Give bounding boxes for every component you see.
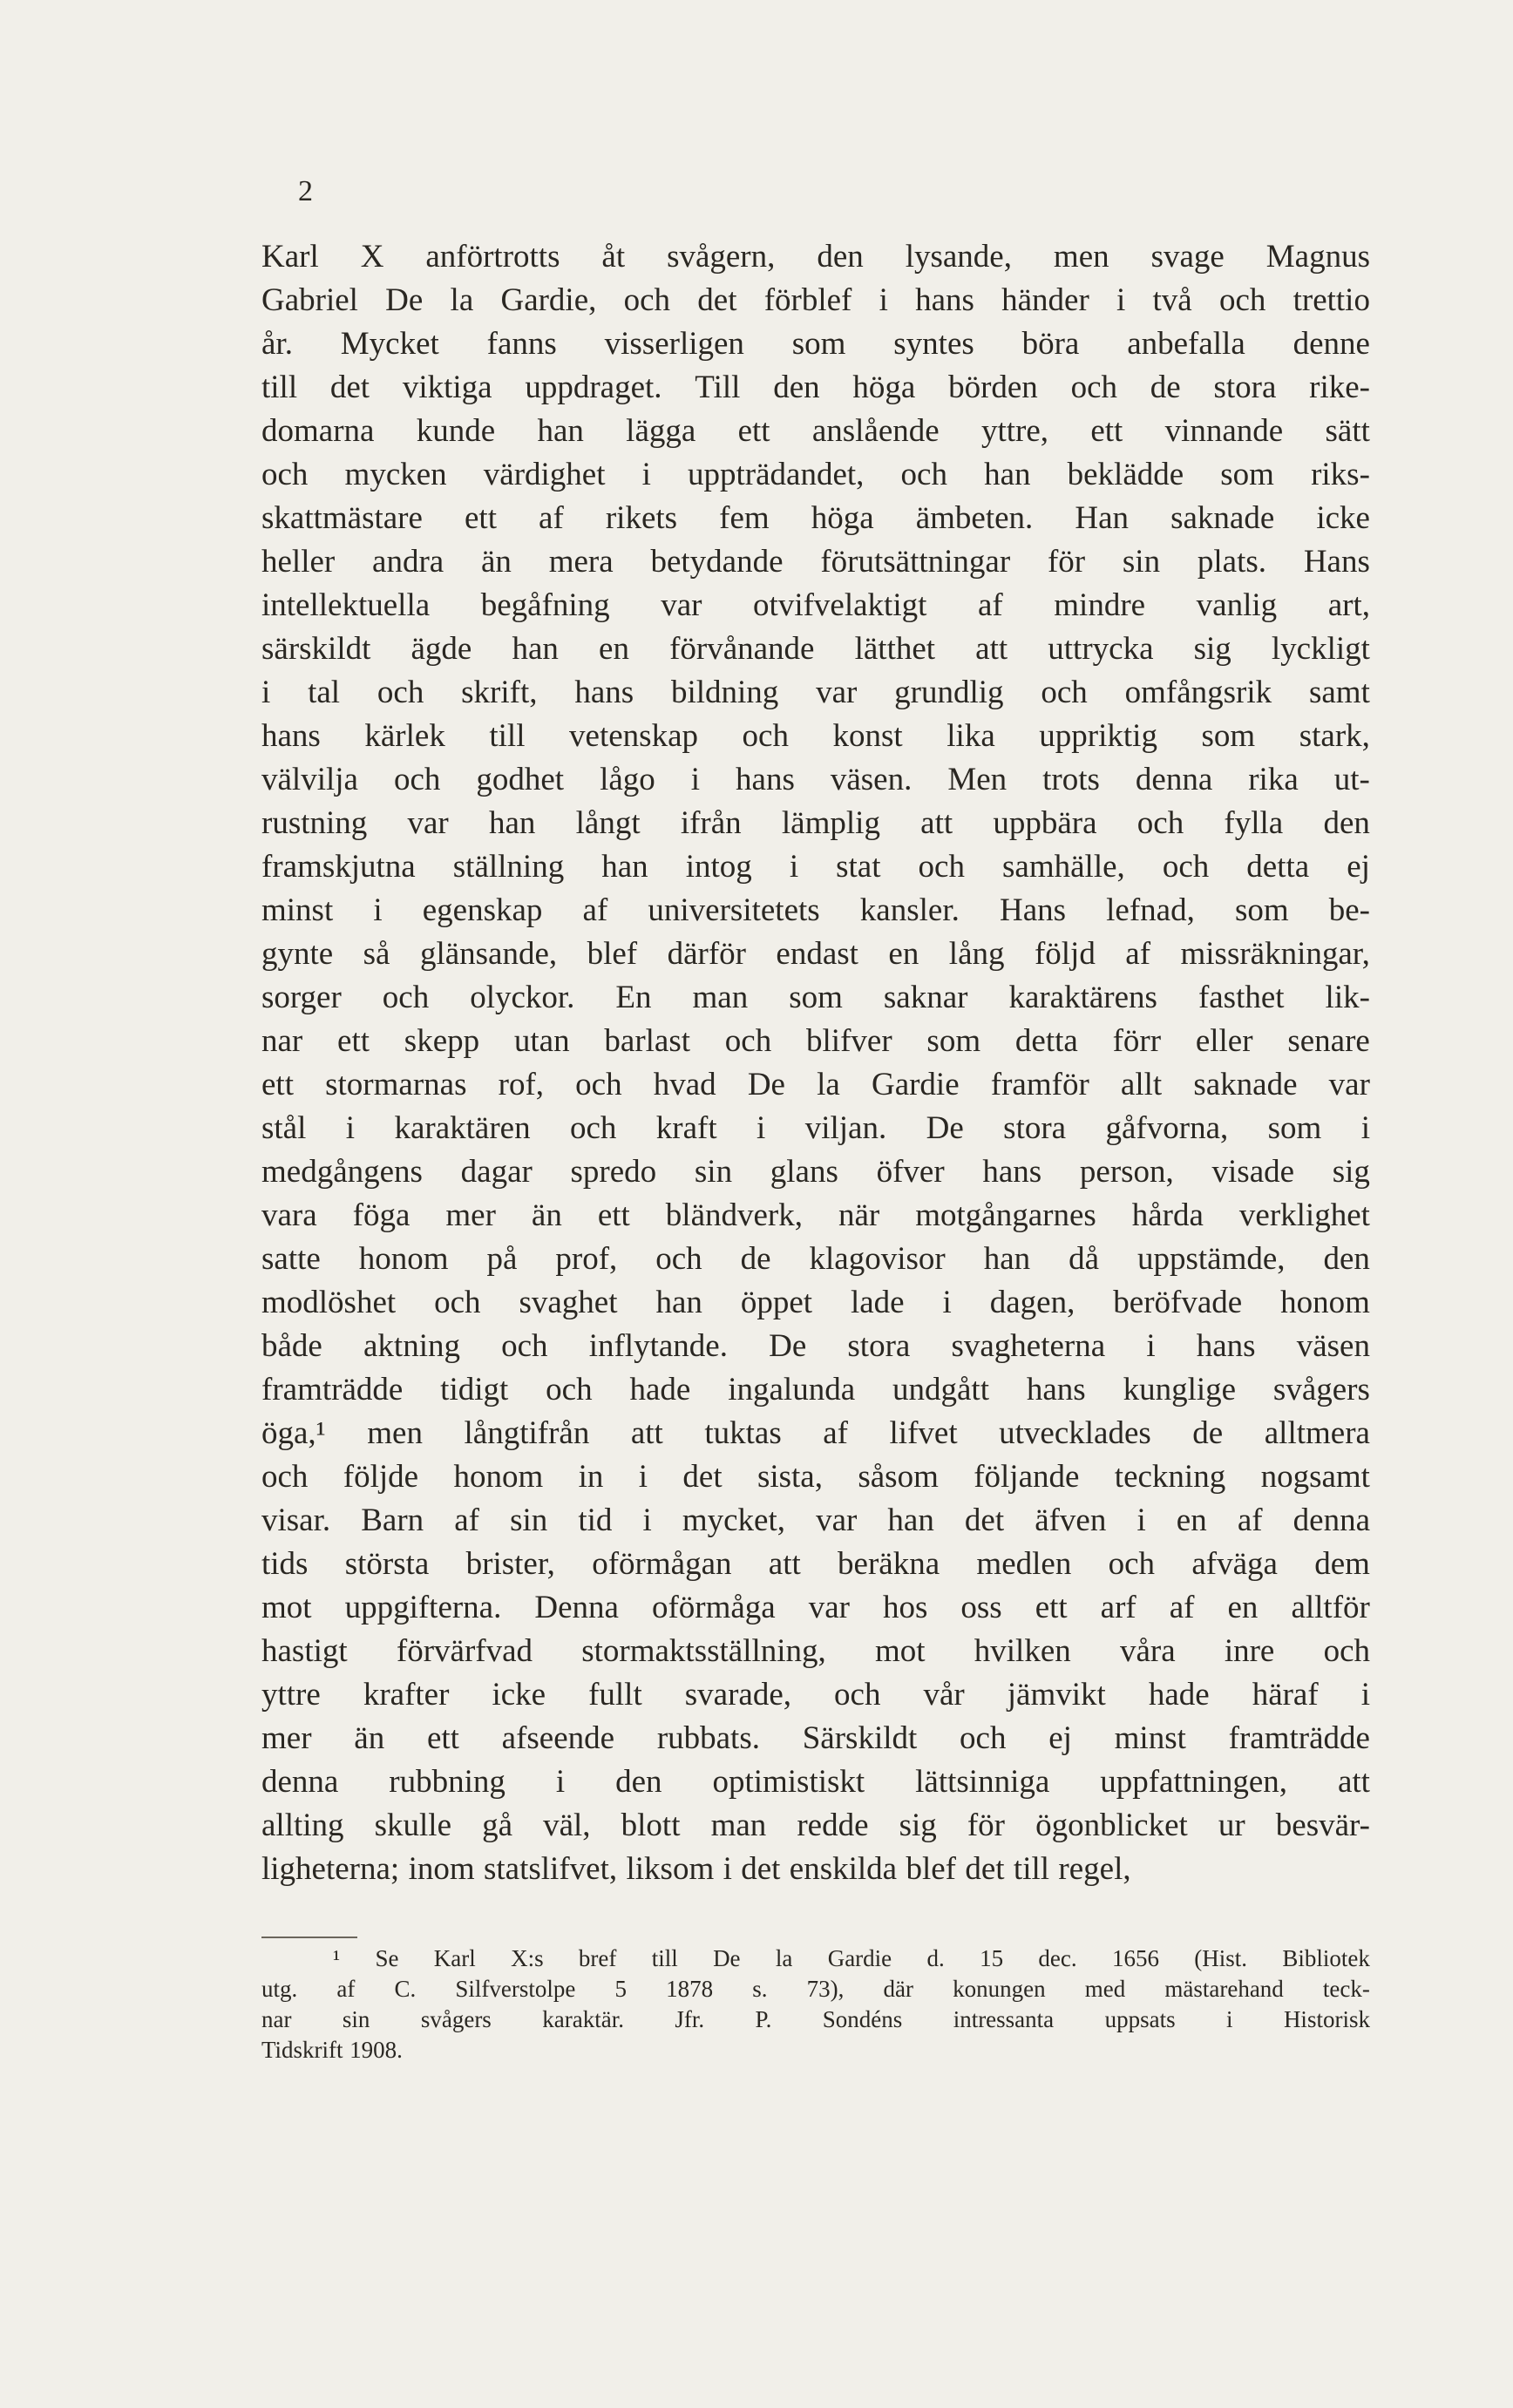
text-line: skattmästare ett af rikets fem höga ämbeten. Han saknade icke [261, 500, 1370, 536]
text-line: framskjutna ställning han intog i stat och samhälle, och detta ej [261, 849, 1370, 885]
text-line: hastigt förvärfvad stormaktsställning, mot hvilken våra inre och [261, 1633, 1370, 1669]
text-line: öga,¹ men långtifrån att tuktas af lifvet utvecklades de alltmera [261, 1415, 1370, 1451]
text-line: rustning var han långt ifrån lämplig att uppbära och fylla den [261, 805, 1370, 841]
text-line: både aktning och inflytande. De stora svagheterna i hans väsen [261, 1328, 1370, 1364]
text-line: gynte så glänsande, blef därför endast en lång följd af missräkningar, [261, 936, 1370, 972]
text-line: till det viktiga uppdraget. Till den höga börden och de stora rike- [261, 370, 1370, 405]
text-line: ligheterna; inom statslifvet, liksom i det enskilda blef det till regel, [261, 1851, 1131, 1887]
text-line: denna rubbning i den optimistiskt lättsinniga uppfattningen, att [261, 1764, 1370, 1800]
text-line: intellektuella begåfning var otvifvelaktigt af mindre vanlig art, [261, 587, 1370, 623]
footnote-divider [261, 1937, 357, 1938]
text-line: satte honom på prof, och de klagovisor han då uppstämde, den [261, 1241, 1370, 1277]
text-line: ett stormarnas rof, och hvad De la Gardie framför allt saknade var [261, 1067, 1370, 1102]
text-line: i tal och skrift, hans bildning var grundlig och omfångsrik samt [261, 675, 1370, 710]
text-line: visar. Barn af sin tid i mycket, var han det äfven i en af denna [261, 1502, 1370, 1538]
text-line: medgångens dagar spredo sin glans öfver hans person, visade sig [261, 1154, 1370, 1190]
footnote-line: utg. af C. Silfverstolpe 5 1878 s. 73), där konungen med mästarehand teck- [261, 1976, 1370, 2002]
text-line: tids största brister, oförmågan att beräkna medlen och afväga dem [261, 1546, 1370, 1582]
text-line: heller andra än mera betydande förutsättningar för sin plats. Hans [261, 544, 1370, 580]
text-line: vara föga mer än ett bländverk, när motgångarnes hårda verklighet [261, 1197, 1370, 1233]
text-line: särskildt ägde han en förvånande lätthet att uttrycka sig lyckligt [261, 631, 1370, 667]
text-line: mer än ett afseende rubbats. Särskildt och ej minst framträdde [261, 1720, 1370, 1756]
text-line: sorger och olyckor. En man som saknar karaktärens fasthet lik- [261, 980, 1370, 1015]
footnotes [261, 1943, 1370, 2065]
text-line: och följde honom in i det sista, såsom följande teckning nogsamt [261, 1459, 1370, 1495]
text-line: år. Mycket fanns visserligen som syntes böra anbefalla denne [261, 326, 1370, 362]
text-line: välvilja och godhet lågo i hans väsen. Men trots denna rika ut- [261, 762, 1370, 797]
text-line: Karl X anförtrotts åt svågern, den lysande, men svage Magnus [261, 239, 1370, 275]
text-line: minst i egenskap af universitetets kansler. Hans lefnad, som be- [261, 892, 1370, 928]
text-line: nar ett skepp utan barlast och blifver som detta förr eller senare [261, 1023, 1370, 1059]
text-line: och mycken värdighet i uppträdandet, och han beklädde som riks- [261, 457, 1370, 492]
text-line: domarna kunde han lägga ett anslående yttre, ett vinnande sätt [261, 413, 1370, 449]
footnote-line: Tidskrift 1908. [261, 2037, 403, 2063]
text-line: Gabriel De la Gardie, och det förblef i hans händer i två och trettio [261, 282, 1370, 318]
text-line: mot uppgifterna. Denna oförmåga var hos oss ett arf af en alltför [261, 1590, 1370, 1625]
text-line: yttre krafter icke fullt svarade, och vår jämvikt hade häraf i [261, 1677, 1370, 1713]
text-line: allting skulle gå väl, blott man redde sig för ögonblicket ur besvär- [261, 1808, 1370, 1843]
footnote-line: nar sin svågers karaktär. Jfr. P. Sondéns intressanta uppsats i Historisk [261, 2006, 1370, 2032]
text-line: hans kärlek till vetenskap och konst lika uppriktig som stark, [261, 718, 1370, 754]
footnote-line: ¹ Se Karl X:s bref till De la Gardie d. 15 dec. 1656 (Hist. Bibliotek [333, 1945, 1370, 1971]
text-line: framträdde tidigt och hade ingalunda undgått hans kunglige svågers [261, 1372, 1370, 1407]
text-line: stål i karaktären och kraft i viljan. De stora gåfvorna, som i [261, 1110, 1370, 1146]
page-number: 2 [298, 175, 313, 207]
text-line: modlöshet och svaghet han öppet lade i dagen, beröfvade honom [261, 1285, 1370, 1320]
body-text [261, 235, 1370, 1891]
